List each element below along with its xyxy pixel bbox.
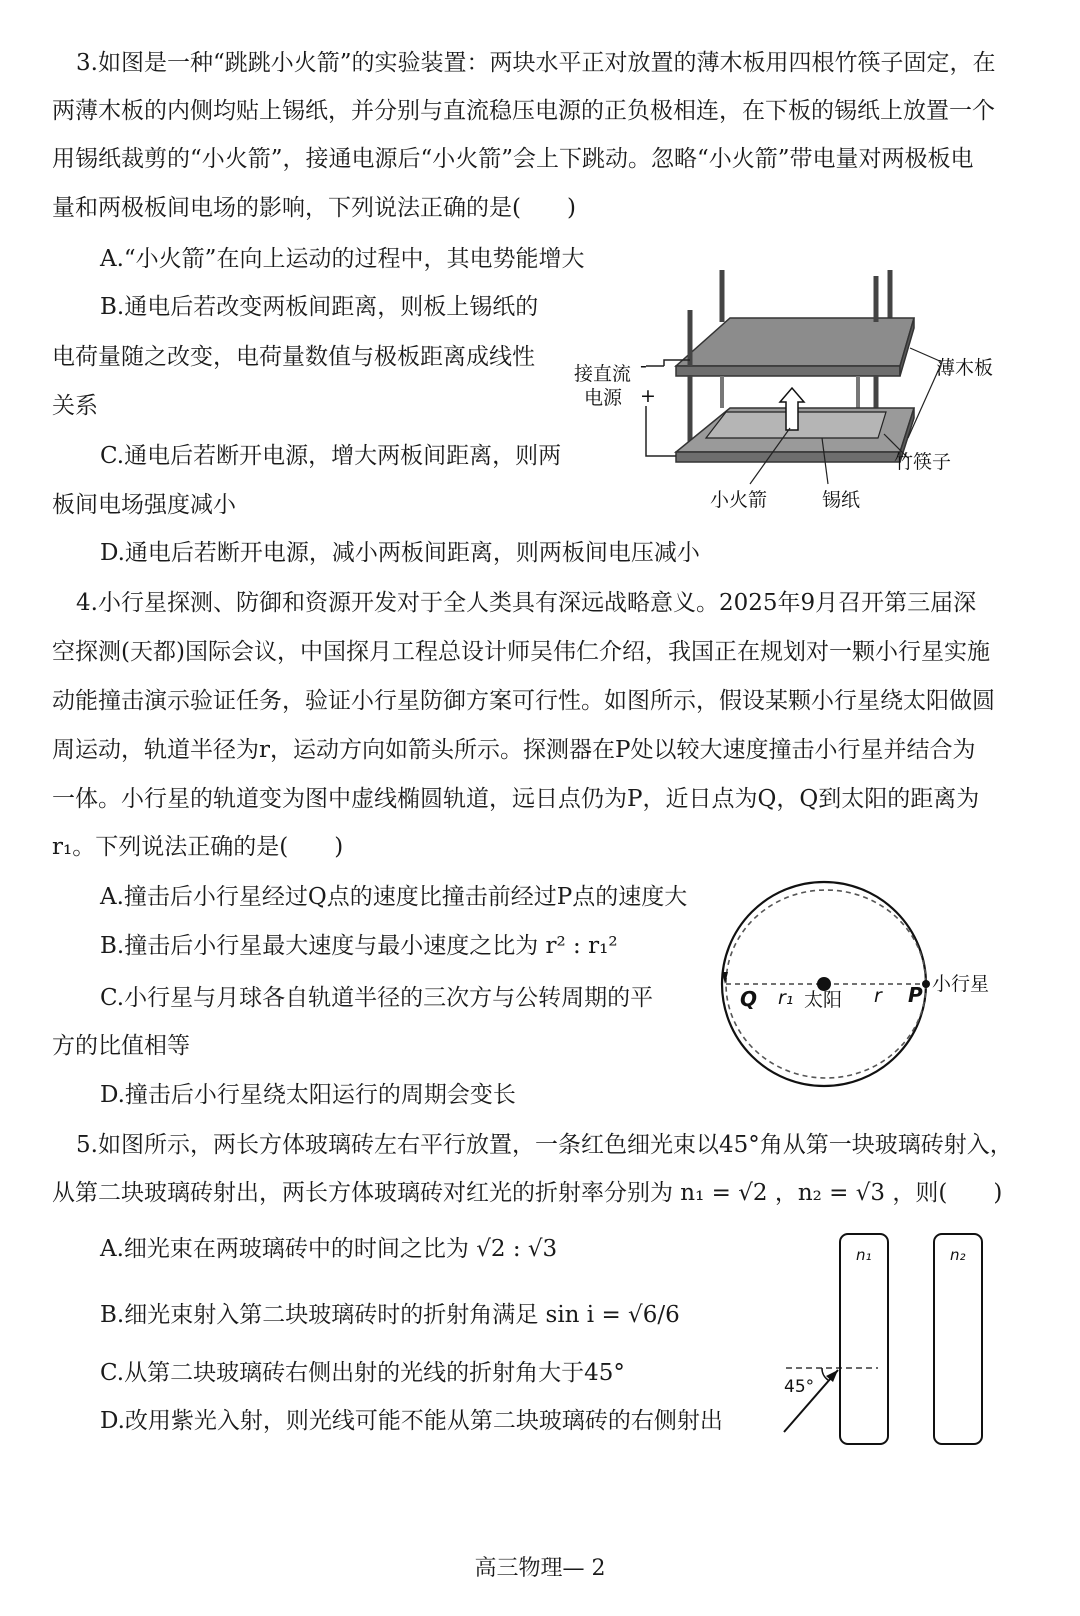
q5-figure-glass-bricks xyxy=(770,1226,1030,1460)
q5-stem-line-1: 5.如图所示，两长方体玻璃砖左右平行放置，一条红色细光束以45°角从第一块玻璃砖射入， xyxy=(76,1132,1013,1158)
q4-option-b: B.撞击后小行星最大速度与最小速度之比为 r² : r₁² xyxy=(100,933,618,959)
q3-stem-line-3: 用锡纸裁剪的“小火箭”，接通电源后“小火箭”会上下跳动。忽略“小火箭”带电量对两极板电 xyxy=(52,146,974,172)
glass-brick-2 xyxy=(934,1234,982,1444)
q4-stem-line-1: 4.小行星探测、防御和资源开发对于全人类具有深远战略意义。2025年9月召开第三届深 xyxy=(76,590,977,616)
q4-stem-line-6: r₁。下列说法正确的是( ) xyxy=(52,834,344,860)
q4-option-c-line-1: C.小行星与月球各自轨道半径的三次方与公转周期的平 xyxy=(100,985,654,1011)
page-footer: 高三物理— 2 xyxy=(474,1556,606,1581)
q3-option-b-line-1: B.通电后若改变两板间距离，则板上锡纸的 xyxy=(100,294,539,320)
q5-stem-line-2: 从第二块玻璃砖射出，两长方体玻璃砖对红光的折射率分别为 n₁ = √2 ，n₂ = √3 ，则( ) xyxy=(52,1180,1003,1206)
label-plus: + xyxy=(640,385,656,407)
label-p: P xyxy=(908,983,923,1007)
label-sun: 太阳 xyxy=(804,989,843,1011)
label-q: Q xyxy=(740,987,758,1011)
label-board: 薄木板 xyxy=(936,357,994,379)
asteroid-dot xyxy=(922,980,930,988)
label-power-2: 电源 xyxy=(584,387,623,409)
top-board xyxy=(676,318,914,376)
label-power-1: 接直流 xyxy=(574,363,632,385)
q4-option-a: A.撞击后小行星经过Q点的速度比撞击前经过P点的速度大 xyxy=(100,884,688,910)
q3-option-d: D.通电后若断开电源，减小两板间距离，则两板间电压减小 xyxy=(100,540,700,566)
q4-stem-line-3: 动能撞击演示验证任务，验证小行星防御方案可行性。如图所示，假设某颗小行星绕太阳做圆 xyxy=(52,688,995,714)
q5-option-d: D.改用紫光入射，则光线可能不能从第二块玻璃砖的右侧射出 xyxy=(100,1408,723,1434)
q5-option-c: C.从第二块玻璃砖右侧出射的光线的折射角大于45° xyxy=(100,1360,625,1386)
q4-option-d: D.撞击后小行星绕太阳运行的周期会变长 xyxy=(100,1082,516,1108)
label-chopstick: 竹筷子 xyxy=(894,451,952,473)
q3-stem-line-1: 3.如图是一种“跳跳小火箭”的实验装置：两块水平正对放置的薄木板用四根竹筷子固定，在 xyxy=(76,50,996,76)
q3-option-b-line-2: 电荷量随之改变，电荷量数值与极板距离成线性 xyxy=(52,344,535,370)
glass-brick-1 xyxy=(840,1234,888,1444)
label-r: r xyxy=(874,985,882,1007)
label-n1: n₁ xyxy=(856,1246,872,1264)
q5-option-b: B.细光束射入第二块玻璃砖时的折射角满足 sin i = √6/6 xyxy=(100,1302,680,1328)
label-n2: n₂ xyxy=(950,1246,966,1264)
q4-stem-line-2: 空探测(天都)国际会议，中国探月工程总设计师吴伟仁介绍，我国正在规划对一颗小行星实施 xyxy=(52,639,990,665)
label-asteroid: 小行星 xyxy=(932,973,990,995)
label-r1: r₁ xyxy=(778,987,794,1009)
q4-stem-line-4: 周运动，轨道半径为r，运动方向如箭头所示。探测器在P处以较大速度撞击小行星并结合为 xyxy=(52,737,976,763)
label-45-degree: 45° xyxy=(784,1377,815,1397)
q5-option-a: A.细光束在两玻璃砖中的时间之比为 √2 : √3 xyxy=(100,1236,558,1262)
label-minus: - xyxy=(640,355,647,377)
q3-option-b-line-3: 关系 xyxy=(52,393,98,419)
label-rocket: 小火箭 xyxy=(710,489,768,511)
q4-figure-orbit xyxy=(700,876,1020,1100)
q4-stem-line-5: 一体。小行星的轨道变为图中虚线椭圆轨道，远日点仍为P，近日点为Q，Q到太阳的距离为 xyxy=(52,786,980,812)
label-foil: 锡纸 xyxy=(822,489,861,511)
q3-option-c-line-1: C.通电后若断开电源，增大两板间距离，则两 xyxy=(100,443,562,469)
q3-figure-apparatus xyxy=(560,262,1020,526)
q4-option-c-line-2: 方的比值相等 xyxy=(52,1033,190,1059)
q3-option-c-line-2: 板间电场强度减小 xyxy=(52,492,236,518)
q3-stem-line-2: 两薄木板的内侧均贴上锡纸，并分别与直流稳压电源的正负极相连，在下板的锡纸上放置一个 xyxy=(52,98,995,124)
q3-stem-line-4: 量和两极板间电场的影响，下列说法正确的是( ) xyxy=(52,195,576,221)
q3-option-a: A.“小火箭”在向上运动的过程中，其电势能增大 xyxy=(100,246,585,272)
